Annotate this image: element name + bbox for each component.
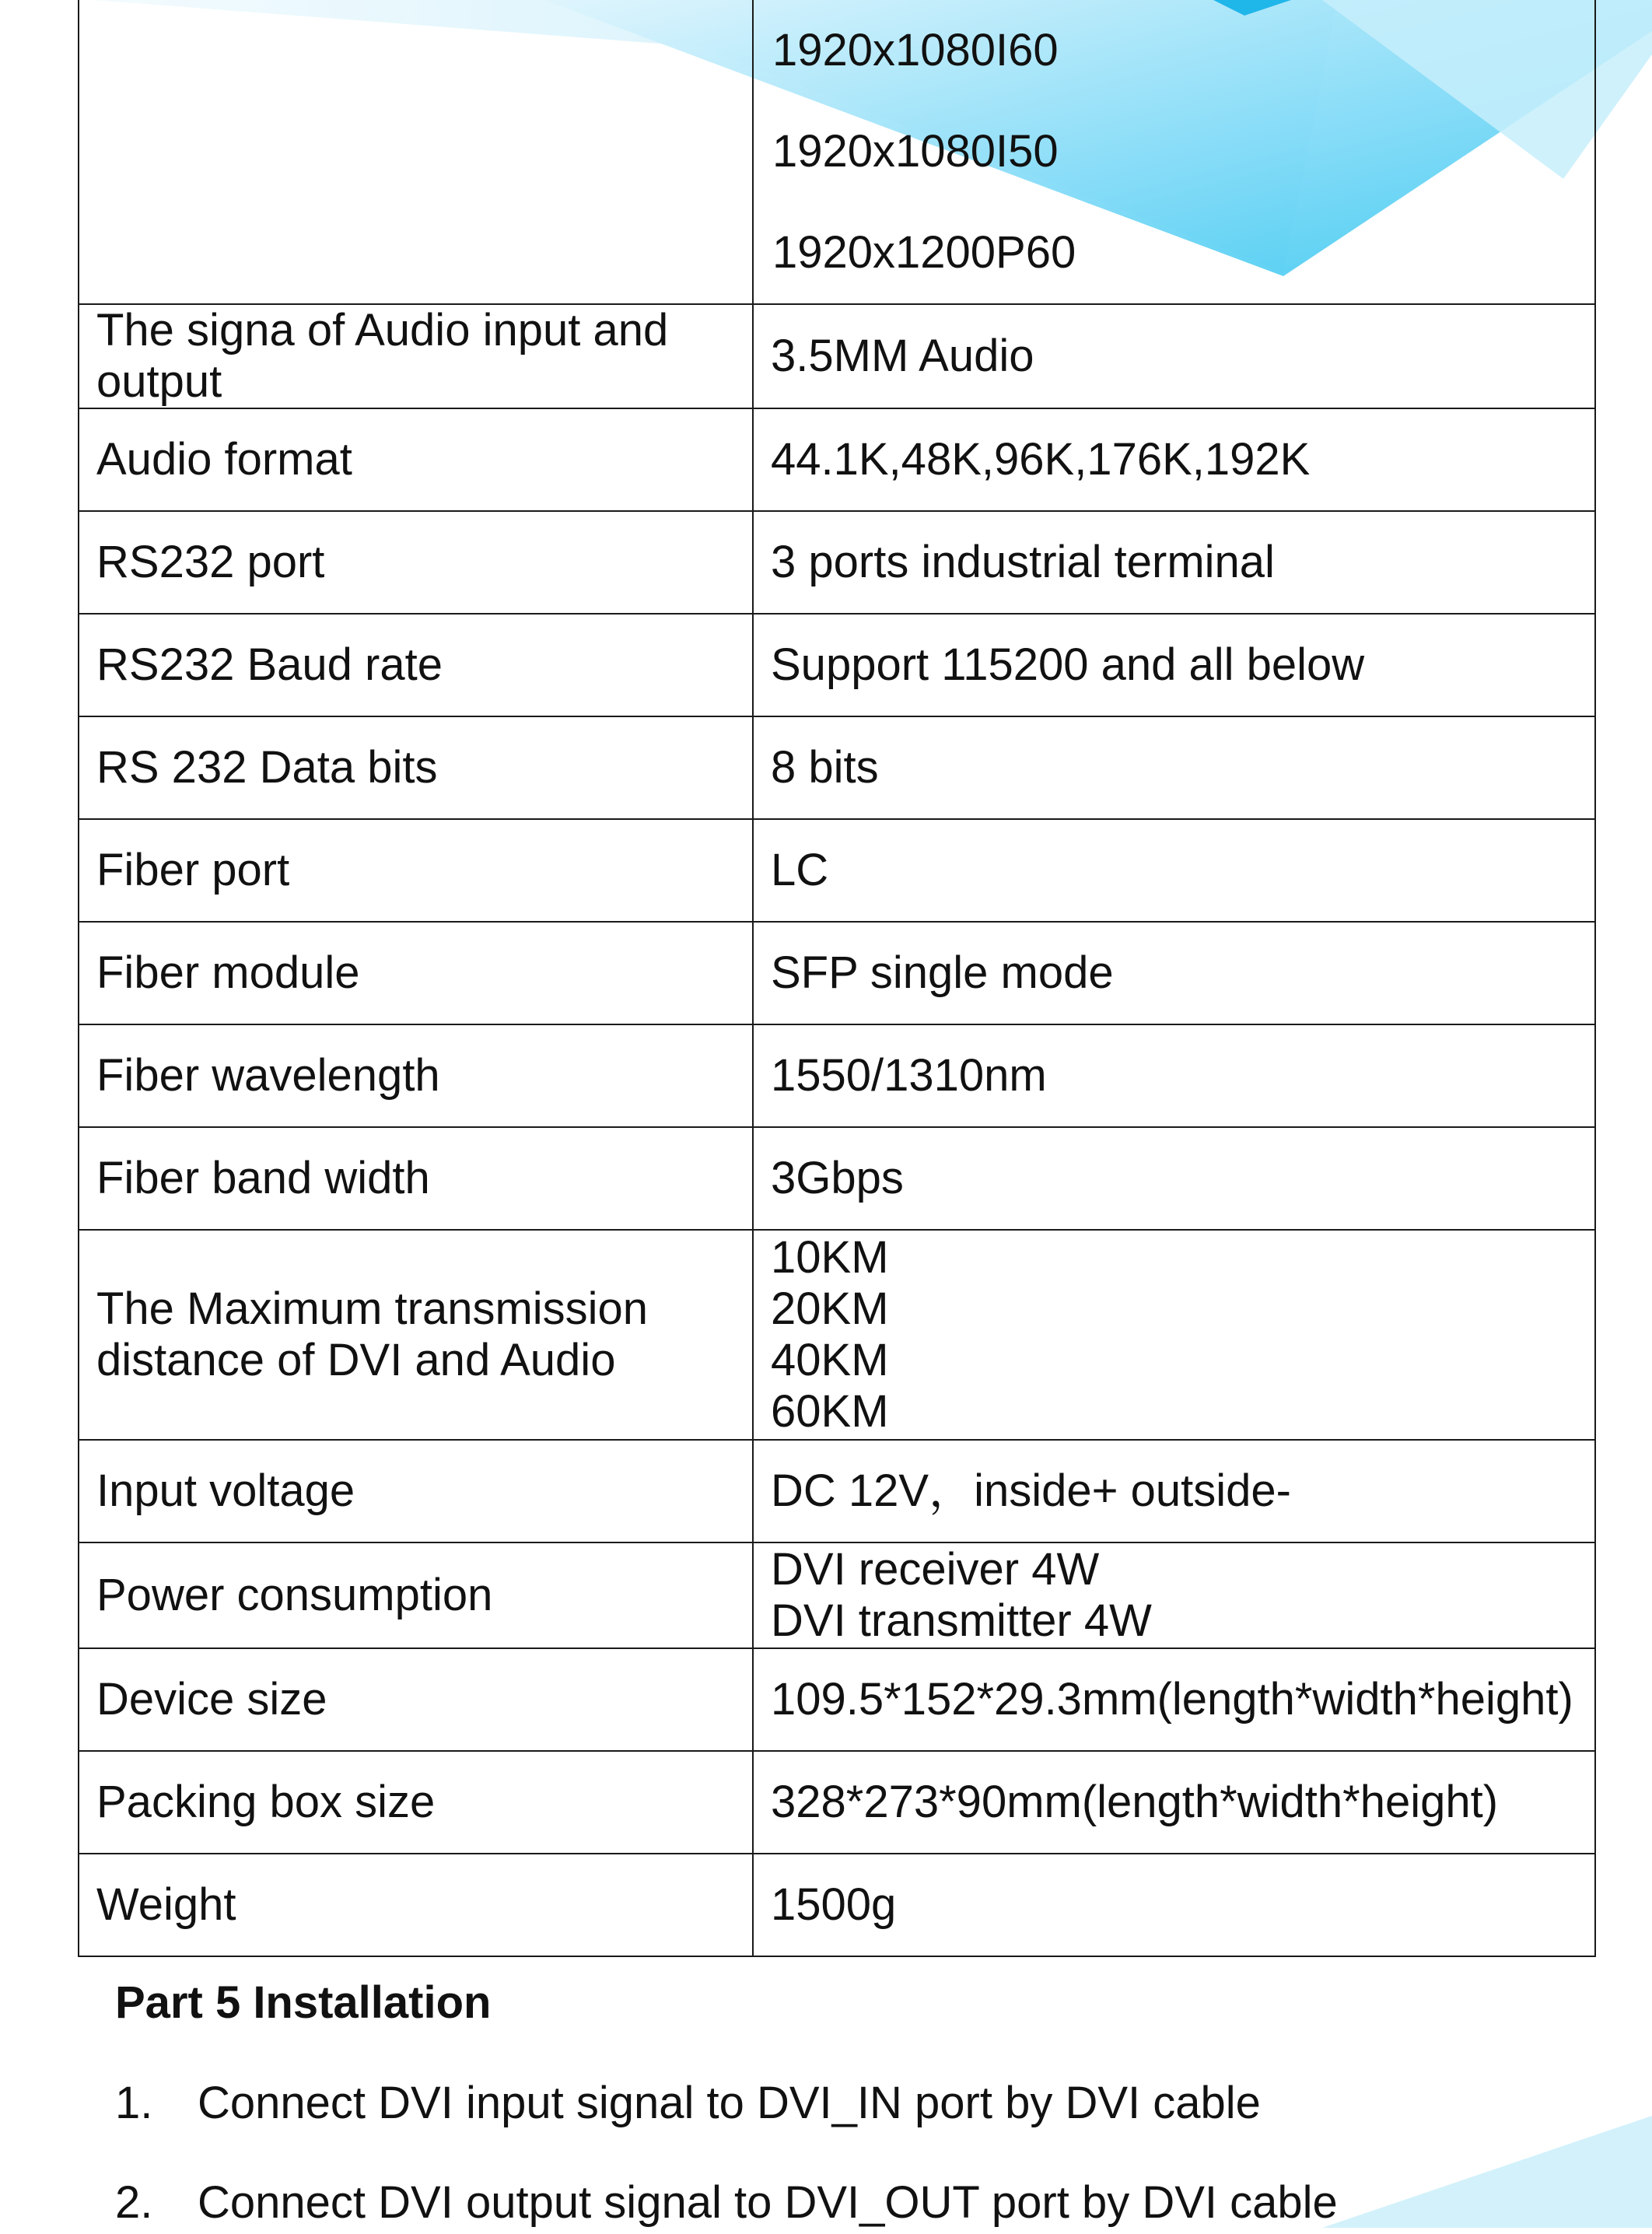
- param-cell: [79, 0, 753, 304]
- param-cell: Fiber port: [79, 819, 753, 922]
- param-cell: Packing box size: [79, 1751, 753, 1854]
- param-cell: Power consumption: [79, 1542, 753, 1648]
- table-row: [79, 1648, 1595, 1751]
- param-cell: Audio format: [79, 408, 753, 511]
- value-cell: DC 12V，inside+ outside-: [753, 1440, 1595, 1542]
- param-cell: The Maximum transmission distance of DVI and Audio: [79, 1230, 753, 1440]
- table-row: [79, 1440, 1595, 1542]
- table-row: [79, 716, 1595, 819]
- value-cell: [753, 0, 1595, 304]
- table-row: [79, 1024, 1595, 1127]
- param-cell: Fiber band width: [79, 1127, 753, 1230]
- value-cell: 8 bits: [753, 716, 1595, 819]
- table-row: [79, 1854, 1595, 1956]
- value-cell: 3.5MM Audio: [753, 304, 1595, 408]
- param-cell: Input voltage: [79, 1440, 753, 1542]
- value-cell: 3Gbps: [753, 1127, 1595, 1230]
- param-cell: Fiber module: [79, 922, 753, 1024]
- step-text: Connect DVI output signal to DVI_OUT port by DVI cable: [198, 2177, 1338, 2228]
- step-text: Connect DVI input signal to DVI_IN port by DVI cable: [198, 2078, 1261, 2128]
- table-row: [79, 819, 1595, 922]
- table-row: [79, 0, 1595, 304]
- value-cell: LC: [753, 819, 1595, 922]
- value-cell: SFP single mode: [753, 922, 1595, 1024]
- table-row: [79, 1127, 1595, 1230]
- spec-table: [78, 0, 1596, 1957]
- value-cell: DVI receiver 4W DVI transmitter 4W: [753, 1542, 1595, 1648]
- value-cell: 1550/1310nm: [753, 1024, 1595, 1127]
- installation-step: [115, 2172, 1338, 2234]
- table-row: [79, 511, 1595, 614]
- table-row: [79, 304, 1595, 408]
- param-cell: RS232 port: [79, 511, 753, 614]
- param-cell: Device size: [79, 1648, 753, 1751]
- step-number: 1.: [115, 2078, 153, 2128]
- table-row: [79, 922, 1595, 1024]
- param-cell: The signa of Audio input and output: [79, 304, 753, 408]
- param-cell: Fiber wavelength: [79, 1024, 753, 1127]
- value-cell: 328*273*90mm(length*width*height): [753, 1751, 1595, 1854]
- table-row: [79, 408, 1595, 511]
- param-cell: RS232 Baud rate: [79, 614, 753, 716]
- value-cell: 10KM 20KM 40KM 60KM: [753, 1230, 1595, 1440]
- value-cell: 44.1K,48K,96K,176K,192K: [753, 408, 1595, 511]
- value-cell: 109.5*152*29.3mm(length*width*height): [753, 1648, 1595, 1751]
- step-number: 2.: [115, 2177, 153, 2228]
- table-row: [79, 1751, 1595, 1854]
- table-row: [79, 1542, 1595, 1648]
- value-cell: 1500g: [753, 1854, 1595, 1956]
- section-heading: Part 5 Installation: [115, 1977, 492, 2028]
- value-cell: 3 ports industrial terminal: [753, 511, 1595, 614]
- param-cell: Weight: [79, 1854, 753, 1956]
- param-cell: RS 232 Data bits: [79, 716, 753, 819]
- video-format-list: 1920x1080I60 1920x1080I50 1920x1200P60: [772, 25, 1076, 278]
- table-row: [79, 614, 1595, 716]
- table-row: [79, 1230, 1595, 1440]
- value-cell: Support 115200 and all below: [753, 614, 1595, 716]
- installation-step: [115, 2072, 1261, 2134]
